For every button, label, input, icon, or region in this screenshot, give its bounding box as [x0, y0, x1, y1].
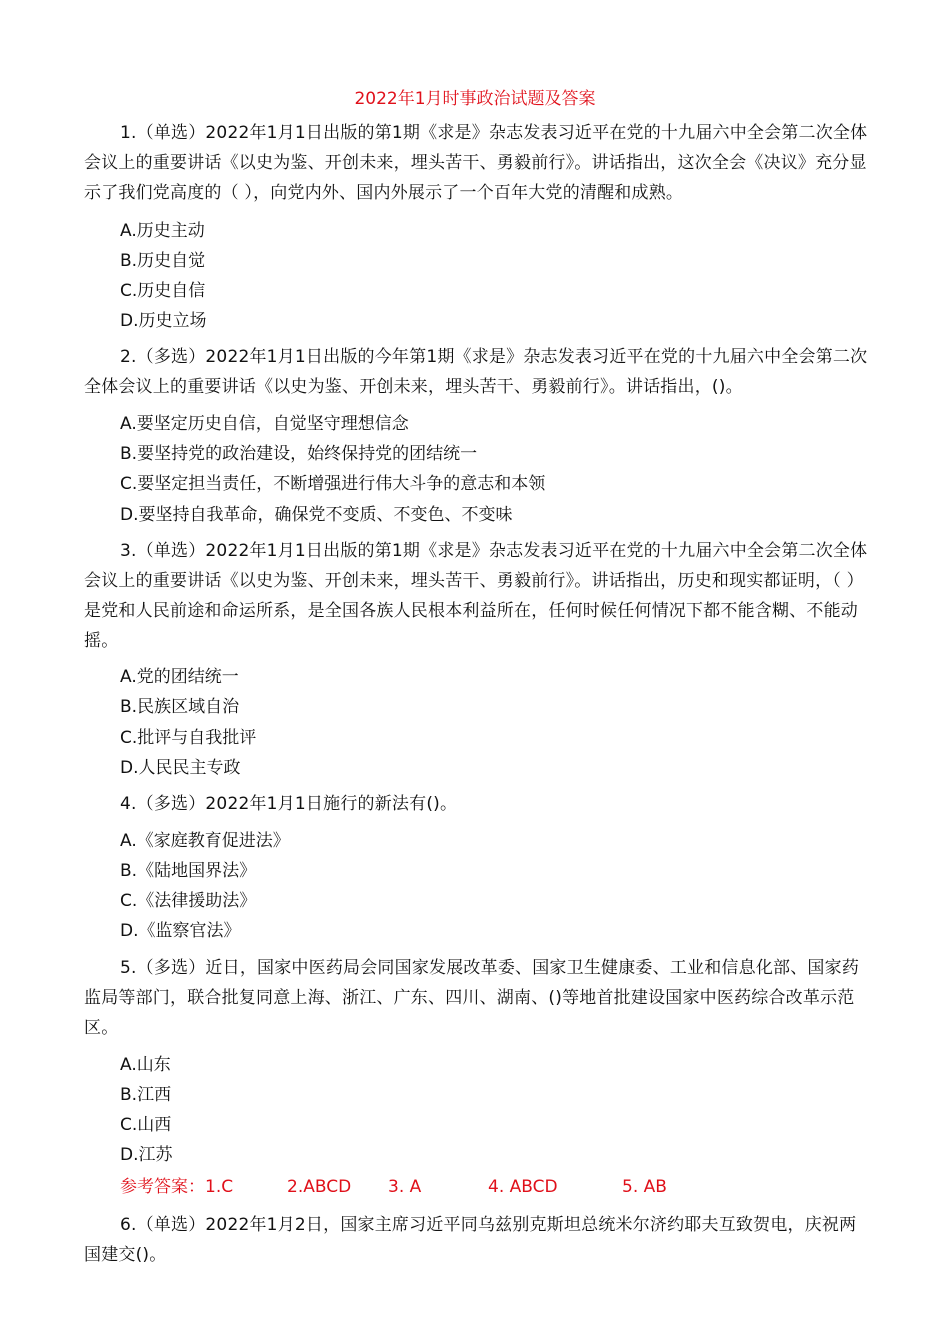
- question-1-option-d: D.历史立场: [120, 311, 207, 331]
- question-2-text: 2.（多选）2022年1月1日出版的今年第1期《求是》杂志发表习近平在党的十九届六中全会第二次全体会议上的重要讲话《以史为鉴、开创未来，埋头苦干、勇毅前行》。讲话指出，()。: [84, 347, 868, 397]
- question-1-option-b: B.历史自觉: [120, 251, 206, 271]
- question-4-option-b: B.《陆地国界法》: [120, 861, 257, 881]
- question-3-text: 3.（单选）2022年1月1日出版的第1期《求是》杂志发表习近平在党的十九届六中全会第二次全体会议上的重要讲话《以史为鉴、开创未来，埋头苦干、勇毅前行》。讲话指出，历史和现实都证明，（ ）是党和人民前途和命运所系，是全国各族人民根本利益所在，任何时候任何情况下都不能含糊、不能动摇。: [84, 541, 868, 651]
- question-5-option-c: C.山西: [120, 1115, 172, 1135]
- question-2-option-a: A.要坚定历史自信，自觉坚守理想信念: [120, 414, 409, 434]
- question-1-option-a: A.历史主动: [120, 221, 205, 241]
- answer-3: 3. A: [388, 1177, 422, 1197]
- answer-4: 4. ABCD: [488, 1177, 558, 1197]
- question-1-option-c: C.历史自信: [120, 281, 206, 301]
- question-2-option-c: C.要坚定担当责任，不断增强进行伟大斗争的意志和本领: [120, 474, 546, 494]
- question-4-text: 4.（多选）2022年1月1日施行的新法有()。: [120, 794, 458, 814]
- answer-key-label: 参考答案：1.C: [120, 1177, 234, 1197]
- question-3-option-d: D.人民民主专政: [120, 758, 241, 778]
- question-1-text: 1.（单选）2022年1月1日出版的第1期《求是》杂志发表习近平在党的十九届六中全会第二次全体会议上的重要讲话《以史为鉴、开创未来，埋头苦干、勇毅前行》。讲话指出，这次全会《决议》充分显示了我们党高度的（ ），向党内外、国内外展示了一个百年大党的清醒和成熟。: [84, 123, 868, 203]
- question-2-option-b: B.要坚持党的政治建设，始终保持党的团结统一: [120, 444, 478, 464]
- question-5-option-a: A.山东: [120, 1055, 171, 1075]
- question-5-option-b: B.江西: [120, 1085, 172, 1105]
- question-5-text: 5.（多选）近日，国家中医药局会同国家发展改革委、国家卫生健康委、工业和信息化部、国家药监局等部门，联合批复同意上海、浙江、广东、四川、湖南、()等地首批建设国家中医药综合改革示范区。: [84, 958, 860, 1038]
- question-2-option-d: D.要坚持自我革命，确保党不变质、不变色、不变味: [120, 505, 513, 525]
- question-5-option-d: D.江苏: [120, 1145, 173, 1165]
- question-3-option-c: C.批评与自我批评: [120, 728, 257, 748]
- question-4-option-c: C.《法律援助法》: [120, 891, 257, 911]
- question-3-option-a: A.党的团结统一: [120, 667, 239, 687]
- question-6-text: 6.（单选）2022年1月2日，国家主席习近平同乌兹别克斯坦总统米尔济约耶夫互致贺电，庆祝两国建交()。: [84, 1215, 857, 1265]
- answer-5: 5. AB: [622, 1177, 667, 1197]
- answer-2: 2.ABCD: [287, 1177, 352, 1197]
- question-3-option-b: B.民族区域自治: [120, 697, 240, 717]
- question-4-option-d: D.《监察官法》: [120, 921, 241, 941]
- page-title: 2022年1月时事政治试题及答案: [354, 89, 596, 109]
- question-4-option-a: A.《家庭教育促进法》: [120, 831, 290, 851]
